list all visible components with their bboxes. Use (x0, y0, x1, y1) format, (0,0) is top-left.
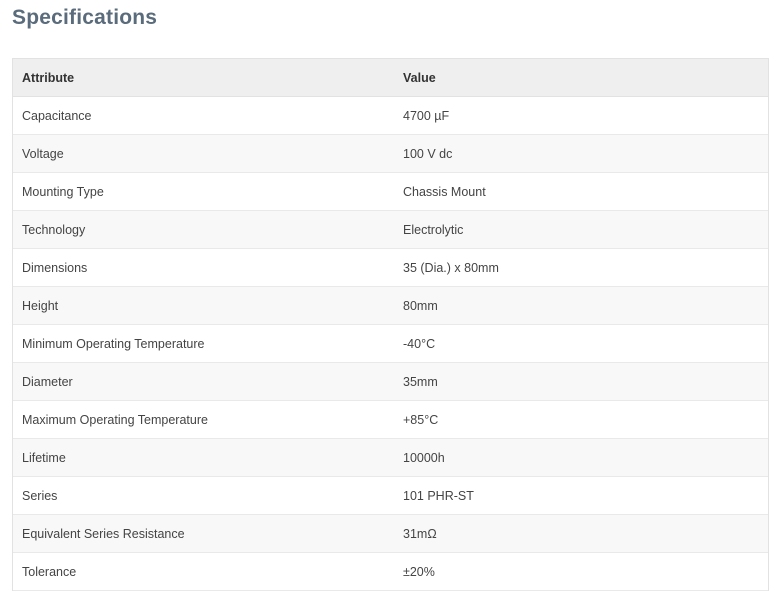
table-row (13, 439, 768, 477)
table-body (13, 97, 768, 591)
table-row (13, 135, 768, 173)
cell-attribute: Mounting Type (13, 173, 394, 211)
cell-value: 35mm (394, 363, 768, 401)
table-row (13, 287, 768, 325)
specifications-table-container (12, 58, 769, 591)
cell-attribute: Minimum Operating Temperature (13, 325, 394, 363)
table-row (13, 553, 768, 591)
cell-attribute: Tolerance (13, 553, 394, 591)
table-row (13, 325, 768, 363)
table-row (13, 173, 768, 211)
cell-value: Chassis Mount (394, 173, 768, 211)
cell-value: 100 V dc (394, 135, 768, 173)
specifications-table (13, 59, 768, 591)
table-row (13, 515, 768, 553)
table-row (13, 401, 768, 439)
cell-attribute: Technology (13, 211, 394, 249)
cell-value: Electrolytic (394, 211, 768, 249)
page-title: Specifications (12, 6, 158, 29)
cell-attribute: Series (13, 477, 394, 515)
cell-value: 80mm (394, 287, 768, 325)
cell-value: 10000h (394, 439, 768, 477)
column-header-value: Value (394, 59, 768, 97)
cell-attribute: Diameter (13, 363, 394, 401)
cell-value: -40°C (394, 325, 768, 363)
cell-value: +85°C (394, 401, 768, 439)
cell-attribute: Lifetime (13, 439, 394, 477)
table-row (13, 211, 768, 249)
table-header (13, 59, 768, 97)
cell-value: 35 (Dia.) x 80mm (394, 249, 768, 287)
cell-attribute: Capacitance (13, 97, 394, 135)
column-header-attribute: Attribute (13, 59, 394, 97)
table-row (13, 97, 768, 135)
cell-value: 4700 µF (394, 97, 768, 135)
cell-attribute: Height (13, 287, 394, 325)
table-row (13, 477, 768, 515)
cell-value: 101 PHR-ST (394, 477, 768, 515)
cell-value: 31mΩ (394, 515, 768, 553)
table-row (13, 249, 768, 287)
cell-attribute: Maximum Operating Temperature (13, 401, 394, 439)
cell-attribute: Dimensions (13, 249, 394, 287)
cell-attribute: Voltage (13, 135, 394, 173)
table-header-row (13, 59, 768, 97)
table-row (13, 363, 768, 401)
cell-value: ±20% (394, 553, 768, 591)
cell-attribute: Equivalent Series Resistance (13, 515, 394, 553)
